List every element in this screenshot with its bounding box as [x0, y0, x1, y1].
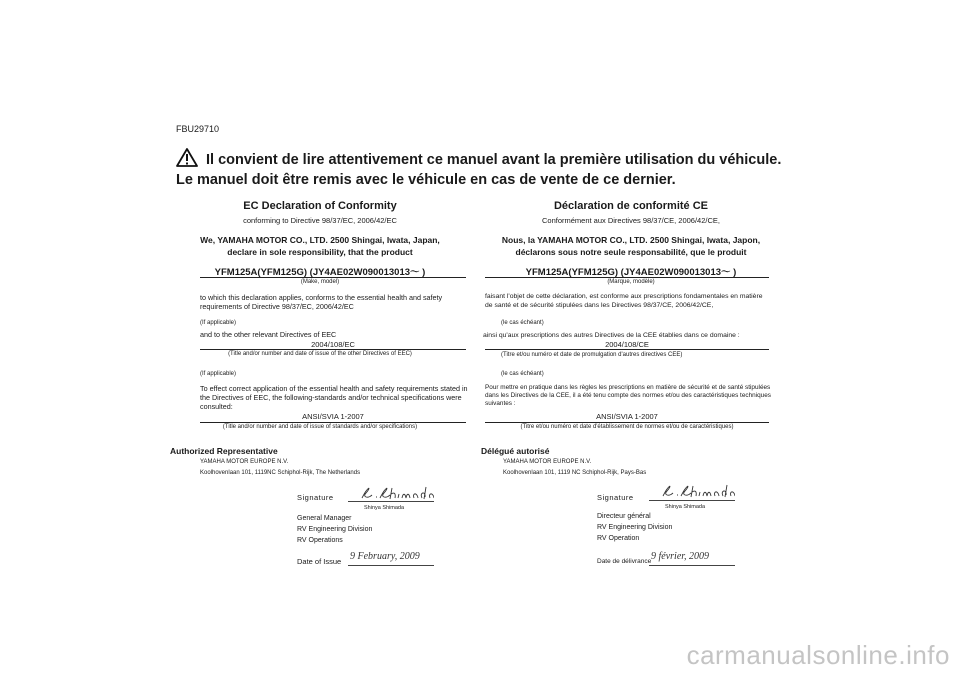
warning-text: Il convient de lire attentivement ce manuel avant la première utilisation du véhicule. Le manuel doit être remis avec le véhicule en cas de vente de ce dernier. [176, 152, 782, 188]
applies-text: to which this declaration applies, conforms to the essential health and safety requirements of Directive 98/37/EC, 2006/42/EC [200, 293, 443, 311]
standards-text: To effect correct application of the essential health and safety requirements stated in the Directives of EEC, the following-standards and/or technical specifications were consulted: [200, 384, 468, 411]
signer-name: Shinya Shimada [665, 504, 706, 510]
standard-caption: (Title and/or number and date of issue of standards and/or specifications) [222, 424, 418, 430]
divider [200, 349, 466, 350]
other-directives-text: and to the other relevant Directives of EEC [200, 330, 337, 339]
make-model-caption: (Marque, modèle) [607, 279, 655, 285]
date-line [649, 565, 735, 566]
standard-caption: (Titre et/ou numéro et date d'établissement de normes et/ou de caractéristiques) [520, 424, 734, 430]
divider [485, 349, 769, 350]
document-code: FBU29710 [176, 124, 220, 134]
section-subtitle: Conformément aux Directives 98/37/CE, 2006/42/CE, [541, 216, 720, 225]
signature-label: Signature [297, 493, 334, 502]
signer-name: Shinya Shimada [364, 505, 405, 511]
signer-role [297, 513, 372, 546]
if-applicable-note: (le cas échéant) [501, 371, 544, 377]
warning-triangle-icon [176, 148, 198, 167]
role-line: RV Engineering Division [597, 524, 673, 531]
section-title: EC Declaration of Conformity [243, 200, 397, 212]
role-line: Directeur général [597, 513, 651, 520]
standards-text: Pour mettre en pratique dans les règles les prescriptions en matière de sécurité et de santé stipulées dans les Directives de la CEE, il a été tenu compte des normes et/ou des caractéristiques techniques suivantes : [485, 384, 771, 407]
handwritten-signature [659, 482, 735, 500]
directive-value: 2004/108/CE [605, 340, 649, 349]
declaration-line: declare in sole responsibility, that the product [227, 247, 413, 257]
product-model: YFM125A(YFM125G) (JY4AE02W090013013～ ) [214, 267, 426, 278]
standard-value: ANSI/SVIA 1-2007 [302, 412, 364, 421]
signer-role [597, 511, 672, 544]
divider [485, 277, 769, 278]
divider [485, 422, 769, 423]
authorized-representative-heading: Authorized Representative [170, 446, 278, 456]
directive-caption: (Titre et/ou numéro et date de promulgation d'autres directives CEE) [501, 352, 683, 358]
section-subtitle: conforming to Directive 98/37/EC, 2006/42/EC [243, 216, 397, 225]
date-line [348, 565, 434, 566]
if-applicable-note: (If applicable) [200, 371, 237, 377]
date-label: Date de délivrance [597, 558, 652, 565]
org-address: Koolhovenlaan 101, 1119NC Schiphol-Rijk, The Netherlands [200, 470, 361, 476]
if-applicable-note: (le cas échéant) [501, 320, 544, 326]
handwritten-signature [358, 484, 434, 502]
if-applicable-note: (If applicable) [200, 320, 237, 326]
org-name: YAMAHA MOTOR EUROPE N.V. [503, 459, 592, 465]
date-value: 9 February, 2009 [350, 551, 420, 562]
signature-label: Signature [597, 493, 634, 502]
authorized-representative-heading: Délégué autorisé [481, 446, 550, 456]
applies-text: faisant l'objet de cette déclaration, est conforme aux prescriptions fondamentales en matière de santé et de sécurité stipulées dans les Directives 98/37/CE, 2006/42/CE, [485, 293, 763, 309]
declaration-statement [469, 234, 793, 258]
divider [200, 277, 466, 278]
org-address: Koolhovenlaan 101, 1119 NC Schiphol-Rijk, Pays-Bas [503, 470, 647, 476]
signature-line [348, 501, 434, 502]
directive-caption: (Title and/or number and date of issue of the other Directives of EEC) [228, 351, 412, 357]
role-line: RV Operations [297, 537, 343, 544]
role-line: RV Engineering Division [297, 526, 373, 533]
product-model: YFM125A(YFM125G) (JY4AE02W090013013～ ) [525, 267, 737, 278]
role-line: General Manager [297, 515, 352, 522]
standard-value: ANSI/SVIA 1-2007 [596, 412, 658, 421]
declaration-statement [158, 234, 482, 258]
declaration-line: We, YAMAHA MOTOR CO., LTD. 2500 Shingai, Iwata, Japan, [200, 235, 440, 245]
section-title: Déclaration de conformité CE [553, 200, 709, 212]
divider [200, 422, 466, 423]
directive-value: 2004/108/EC [311, 340, 355, 349]
signature-line [649, 500, 735, 501]
make-model-caption: (Make, model) [300, 279, 340, 285]
declaration-line: déclarons sous notre seule responsabilité, que le produit [515, 247, 747, 257]
date-label: Date of Issue [297, 557, 342, 566]
warning-block [176, 148, 796, 190]
org-name: YAMAHA MOTOR EUROPE N.V. [200, 459, 289, 465]
other-directives-text: ainsi qu'aux prescriptions des autres Directives de la CEE établies dans ce domaine : [483, 332, 740, 339]
role-line: RV Operation [597, 535, 640, 542]
watermark: carmanualsonline.info [686, 640, 950, 670]
declaration-line: Nous, la YAMAHA MOTOR CO., LTD. 2500 Shingai, Iwata, Japon, [501, 235, 761, 245]
date-value: 9 février, 2009 [651, 551, 710, 562]
